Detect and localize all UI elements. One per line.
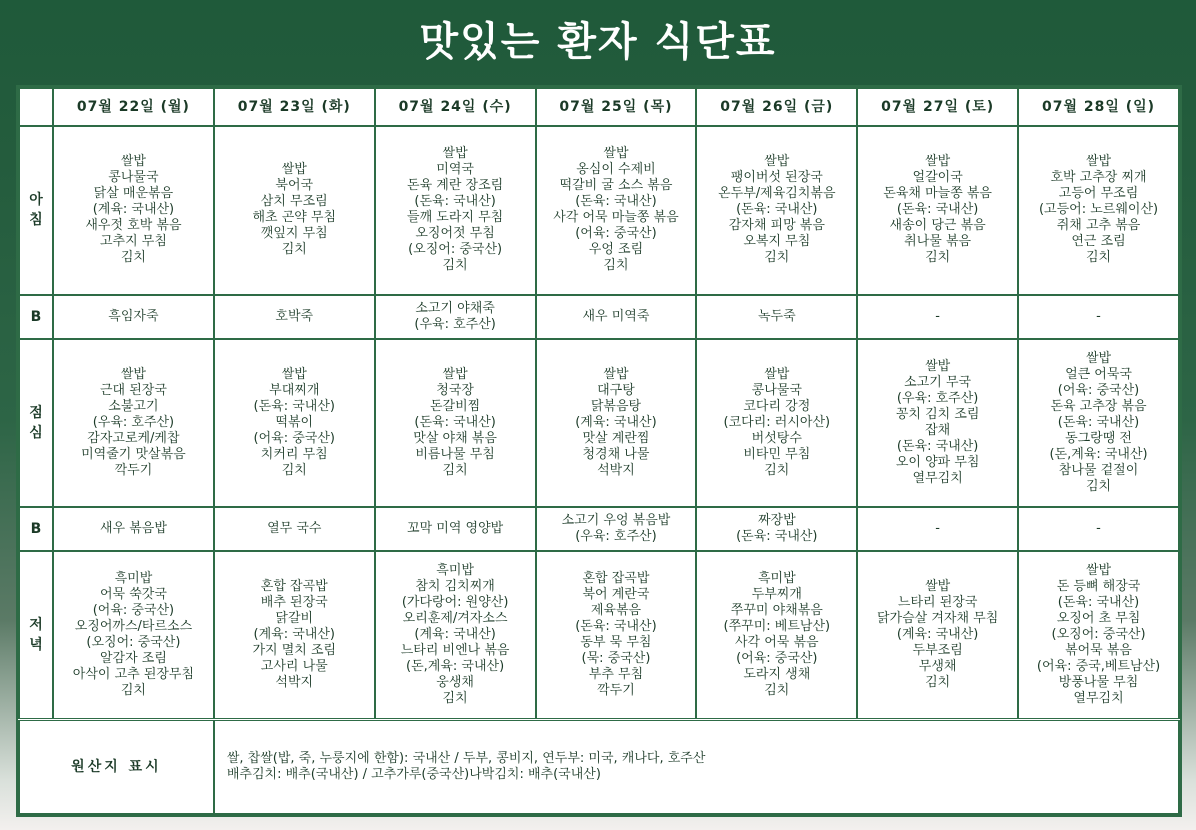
menu-cell: 쌀밥 얼갈이국 돈육채 마늘쫑 볶음 (돈육: 국내산) 새송이 당근 볶음 취나물 볶음 김치 [857, 126, 1018, 294]
origin-label: 원산지 표시 [19, 720, 214, 814]
lunch-row [19, 339, 1179, 507]
menu-cell: 소고기 우엉 볶음밥 (우육: 호주산) [536, 507, 697, 551]
origin-line-2: 배추김치: 배추(국내산) / 고추가루(중국산)나박김치: 배추(국내산) [226, 767, 601, 783]
menu-cell: 호박죽 [214, 295, 375, 339]
menu-table [16, 85, 1182, 817]
snack-row [19, 295, 1179, 339]
menu-cell: - [857, 295, 1018, 339]
menu-cell: 쌀밥 북어국 삼치 무조림 해초 곤약 무침 깻잎지 무침 김치 [214, 126, 375, 294]
breakfast-row [19, 126, 1179, 294]
corner-cell [19, 88, 53, 126]
day-header: 07월 27일 (토) [857, 88, 1018, 126]
menu-cell: 새우 미역죽 [536, 295, 697, 339]
origin-text [214, 720, 1179, 814]
header-row [19, 88, 1179, 126]
menu-cell: 쌀밥 얼큰 어묵국 (어육: 중국산) 돈육 고추장 볶음 (돈육: 국내산) 동그랑땡 전 (돈,계육: 국내산) 참나물 겉절이 김치 [1018, 339, 1179, 507]
dinner-row [19, 551, 1179, 719]
snack-row [19, 507, 1179, 551]
menu-cell: 쌀밥 근대 된장국 소불고기 (우육: 호주산) 감자고로케/케찹 미역줄기 맛살볶음 깍두기 [53, 339, 214, 507]
menu-cell: 열무 국수 [214, 507, 375, 551]
menu-cell: 짜장밥 (돈육: 국내산) [696, 507, 857, 551]
menu-cell: 쌀밥 부대찌개 (돈육: 국내산) 떡볶이 (어육: 중국산) 치커리 무침 김치 [214, 339, 375, 507]
day-header: 07월 25일 (목) [536, 88, 697, 126]
menu-cell: 흑미밥 두부찌개 쭈꾸미 야채볶음 (쭈꾸미: 베트남산) 사각 어묵 볶음 (어육: 중국산) 도라지 생채 김치 [696, 551, 857, 719]
menu-cell: 쌀밥 팽이버섯 된장국 온두부/제육김치볶음 (돈육: 국내산) 감자채 피망 볶음 오복지 무침 김치 [696, 126, 857, 294]
page-title: 맛있는 환자 식단표 [419, 19, 777, 65]
menu-cell: 혼합 잡곡밥 배추 된장국 닭갈비 (계육: 국내산) 가지 멸치 조림 고사리 나물 석박지 [214, 551, 375, 719]
meal-label: 저 녁 [19, 551, 53, 719]
menu-cell: - [1018, 295, 1179, 339]
menu-cell: 쌀밥 느타리 된장국 닭가슴살 겨자채 무침 (계육: 국내산) 두부조림 무생채 김치 [857, 551, 1018, 719]
menu-cell: 새우 볶음밥 [53, 507, 214, 551]
menu-cell: - [857, 507, 1018, 551]
menu-cell: 쌀밥 콩나물국 코다리 강정 (코다리: 러시아산) 버섯탕수 비타민 무침 김치 [696, 339, 857, 507]
menu-cell: 쌀밥 콩나물국 닭살 매운볶음 (계육: 국내산) 새우젓 호박 볶음 고추지 무침 김치 [53, 126, 214, 294]
menu-cell: 녹두죽 [696, 295, 857, 339]
origin-row [19, 720, 1179, 814]
day-header: 07월 26일 (금) [696, 88, 857, 126]
menu-cell: 꼬막 미역 영양밥 [375, 507, 536, 551]
meal-label: B [19, 295, 53, 339]
menu-cell: 쌀밥 청국장 돈갈비찜 (돈육: 국내산) 맛살 야채 볶음 비름나물 무침 김치 [375, 339, 536, 507]
menu-cell: 쌀밥 호박 고추장 찌개 고등어 무조림 (고등어: 노르웨이산) 쥐채 고추 볶음 연근 조림 김치 [1018, 126, 1179, 294]
menu-cell: 흑임자죽 [53, 295, 214, 339]
meal-label: 점 심 [19, 339, 53, 507]
day-header: 07월 22일 (월) [53, 88, 214, 126]
menu-cell: 흑미밥 참치 김치찌개 (가다랑어: 원양산) 오리훈제/겨자소스 (계육: 국내산) 느타리 비엔나 볶음 (돈,계육: 국내산) 웅생채 김치 [375, 551, 536, 719]
day-header: 07월 28일 (일) [1018, 88, 1179, 126]
day-header: 07월 24일 (수) [375, 88, 536, 126]
menu-cell: 쌀밥 돈 등뼈 해장국 (돈육: 국내산) 오징어 초 무침 (오징어: 중국산) 볶어묵 볶음 (어육: 중국,베트남산) 방풍나물 무침 열무김치 [1018, 551, 1179, 719]
menu-cell: - [1018, 507, 1179, 551]
menu-cell: 쌀밥 미역국 돈육 계란 장조림 (돈육: 국내산) 들깨 도라지 무침 오징어젓 무침 (오징어: 중국산) 김치 [375, 126, 536, 294]
menu-cell: 흑미밥 어묵 쑥갓국 (어육: 중국산) 오징어까스/타르소스 (오징어: 중국산) 알감자 조림 아삭이 고추 된장무침 김치 [53, 551, 214, 719]
meal-label: B [19, 507, 53, 551]
meal-label: 아 침 [19, 126, 53, 294]
menu-cell: 쌀밥 옹심이 수제비 떡갈비 굴 소스 볶음 (돈육: 국내산) 사각 어묵 마늘쫑 볶음 (어육: 중국산) 우엉 조림 김치 [536, 126, 697, 294]
day-header: 07월 23일 (화) [214, 88, 375, 126]
menu-cell: 소고기 야채죽 (우육: 호주산) [375, 295, 536, 339]
menu-cell: 쌀밥 대구탕 닭볶음탕 (계육: 국내산) 맛살 계란찜 청경채 나물 석박지 [536, 339, 697, 507]
menu-cell: 쌀밥 소고기 무국 (우육: 호주산) 꽁치 김치 조림 잡채 (돈육: 국내산) 오이 양파 무침 열무김치 [857, 339, 1018, 507]
origin-line-1: 쌀, 찹쌀(밥, 죽, 누룽지에 한함): 국내산 / 두부, 콩비지, 연두부: 미국, 캐나다, 호주산 [226, 751, 706, 767]
menu-cell: 혼합 잡곡밥 북어 계란국 제육볶음 (돈육: 국내산) 동부 묵 무침 (묵: 중국산) 부추 무침 깍두기 [536, 551, 697, 719]
